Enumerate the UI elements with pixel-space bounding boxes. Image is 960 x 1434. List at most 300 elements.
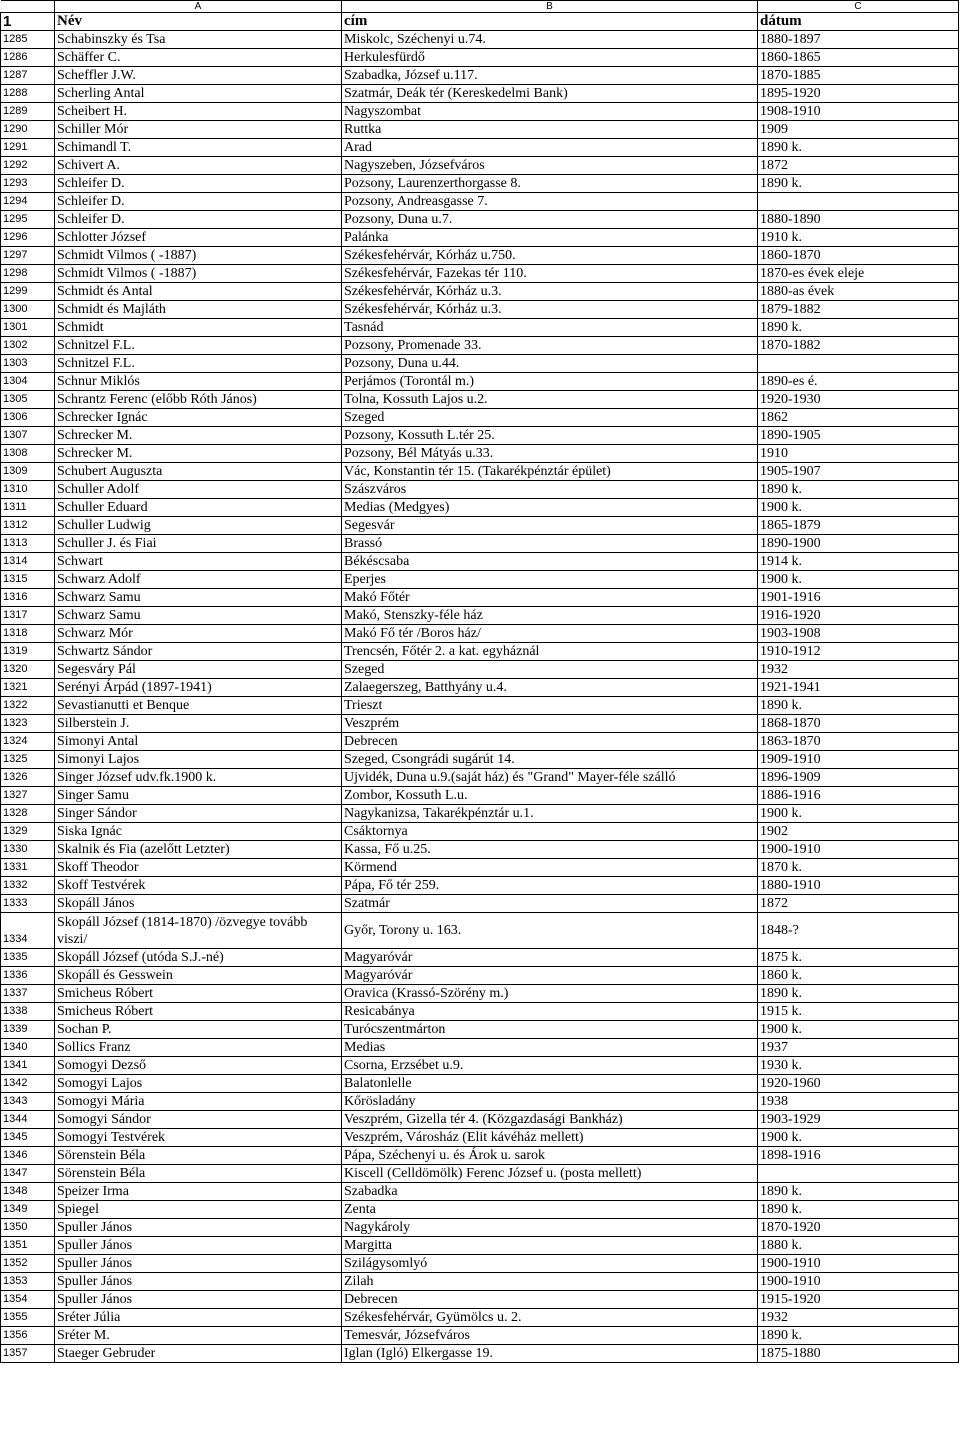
cell-address[interactable]: Zilah (342, 1273, 758, 1291)
cell-name[interactable]: Schäffer C. (55, 49, 342, 67)
cell-name[interactable]: Schnitzel F.L. (55, 337, 342, 355)
cell-address[interactable]: Pozsony, Bél Mátyás u.33. (342, 445, 758, 463)
cell-date[interactable]: 1886-1916 (758, 787, 959, 805)
cell-date[interactable]: 1932 (758, 661, 959, 679)
row-number[interactable]: 1345 (1, 1129, 55, 1147)
cell-date[interactable]: 1901-1916 (758, 589, 959, 607)
cell-name[interactable]: Schuller Adolf (55, 481, 342, 499)
cell-name[interactable]: Schrecker Ignác (55, 409, 342, 427)
row-number[interactable]: 1325 (1, 751, 55, 769)
cell-name[interactable]: Schuller J. és Fiai (55, 535, 342, 553)
cell-name[interactable]: Sörenstein Béla (55, 1165, 342, 1183)
row-number[interactable]: 1340 (1, 1039, 55, 1057)
row-number[interactable]: 1339 (1, 1021, 55, 1039)
row-number[interactable]: 1326 (1, 769, 55, 787)
cell-name[interactable]: Spuller János (55, 1219, 342, 1237)
cell-address[interactable]: Pozsony, Promenade 33. (342, 337, 758, 355)
row-number[interactable]: 1330 (1, 841, 55, 859)
cell-address[interactable]: Kiscell (Celldömölk) Ferenc József u. (posta mellett) (342, 1165, 758, 1183)
row-number[interactable]: 1309 (1, 463, 55, 481)
row-number[interactable]: 1322 (1, 697, 55, 715)
cell-address[interactable]: Debrecen (342, 1291, 758, 1309)
cell-address[interactable]: Pozsony, Duna u.44. (342, 355, 758, 373)
row-number[interactable]: 1341 (1, 1057, 55, 1075)
row-number[interactable]: 1298 (1, 265, 55, 283)
cell-date[interactable]: 1938 (758, 1093, 959, 1111)
cell-address[interactable]: Zalaegerszeg, Batthyány u.4. (342, 679, 758, 697)
row-number[interactable]: 1291 (1, 139, 55, 157)
cell-address[interactable]: Makó Fő tér /Boros ház/ (342, 625, 758, 643)
cell-date[interactable]: 1896-1909 (758, 769, 959, 787)
cell-name[interactable]: Schabinszky és Tsa (55, 31, 342, 49)
row-number[interactable]: 1355 (1, 1309, 55, 1327)
row-number[interactable]: 1296 (1, 229, 55, 247)
row-number[interactable]: 1329 (1, 823, 55, 841)
cell-date[interactable]: 1865-1879 (758, 517, 959, 535)
cell-address[interactable]: Kőrösladány (342, 1093, 758, 1111)
cell-name[interactable]: Schmidt és Antal (55, 283, 342, 301)
cell-address[interactable]: Makó Főtér (342, 589, 758, 607)
cell-name[interactable]: Simonyi Lajos (55, 751, 342, 769)
cell-name[interactable]: Schnitzel F.L. (55, 355, 342, 373)
cell-date[interactable]: 1910 k. (758, 229, 959, 247)
row-number[interactable]: 1352 (1, 1255, 55, 1273)
row-number[interactable]: 1299 (1, 283, 55, 301)
row-number[interactable]: 1300 (1, 301, 55, 319)
cell-date[interactable]: 1937 (758, 1039, 959, 1057)
row-number[interactable]: 1307 (1, 427, 55, 445)
cell-address[interactable]: Győr, Torony u. 163. (342, 913, 758, 949)
cell-date[interactable]: 1875 k. (758, 949, 959, 967)
cell-date[interactable]: 1900 k. (758, 571, 959, 589)
cell-address[interactable]: Tasnád (342, 319, 758, 337)
cell-date[interactable]: 1870-1882 (758, 337, 959, 355)
cell-date[interactable]: 1890 k. (758, 1327, 959, 1345)
cell-name[interactable]: Schubert Auguszta (55, 463, 342, 481)
row-number[interactable]: 1292 (1, 157, 55, 175)
row-number[interactable]: 1286 (1, 49, 55, 67)
row-number[interactable]: 1285 (1, 31, 55, 49)
cell-name[interactable]: Staeger Gebruder (55, 1345, 342, 1363)
header-cell-date[interactable]: dátum (758, 13, 959, 31)
row-number[interactable]: 1295 (1, 211, 55, 229)
cell-date[interactable]: 1890 k. (758, 985, 959, 1003)
cell-address[interactable]: Makó, Stenszky-féle ház (342, 607, 758, 625)
row-number[interactable]: 1303 (1, 355, 55, 373)
cell-name[interactable]: Spuller János (55, 1291, 342, 1309)
cell-name[interactable]: Schiller Mór (55, 121, 342, 139)
cell-name[interactable]: Singer József udv.fk.1900 k. (55, 769, 342, 787)
cell-address[interactable]: Magyaróvár (342, 949, 758, 967)
cell-address[interactable]: Veszprém, Városház (Elit kávéház mellett) (342, 1129, 758, 1147)
cell-date[interactable]: 1932 (758, 1309, 959, 1327)
cell-address[interactable]: Turócszentmárton (342, 1021, 758, 1039)
cell-name[interactable]: Schwart (55, 553, 342, 571)
cell-date[interactable]: 1848-? (758, 913, 959, 949)
row-number[interactable]: 1319 (1, 643, 55, 661)
row-number[interactable]: 1327 (1, 787, 55, 805)
cell-name[interactable]: Schmidt Vilmos ( -1887) (55, 265, 342, 283)
row-number[interactable]: 1354 (1, 1291, 55, 1309)
cell-name[interactable]: Spuller János (55, 1237, 342, 1255)
row-number[interactable]: 1318 (1, 625, 55, 643)
row-number[interactable]: 1312 (1, 517, 55, 535)
cell-address[interactable]: Trieszt (342, 697, 758, 715)
cell-name[interactable]: Schmidt (55, 319, 342, 337)
cell-address[interactable]: Nagyszeben, Józsefváros (342, 157, 758, 175)
cell-name[interactable]: Somogyi Sándor (55, 1111, 342, 1129)
cell-address[interactable]: Arad (342, 139, 758, 157)
cell-address[interactable]: Magyaróvár (342, 967, 758, 985)
cell-name[interactable]: Schivert A. (55, 157, 342, 175)
cell-address[interactable]: Pozsony, Laurenzerthorgasse 8. (342, 175, 758, 193)
cell-date[interactable]: 1900 k. (758, 1129, 959, 1147)
cell-address[interactable]: Zombor, Kossuth L.u. (342, 787, 758, 805)
cell-date[interactable]: 1890 k. (758, 481, 959, 499)
cell-date[interactable]: 1895-1920 (758, 85, 959, 103)
corner-cell[interactable] (1, 1, 55, 13)
cell-date[interactable]: 1916-1920 (758, 607, 959, 625)
cell-name[interactable]: Schmidt Vilmos ( -1887) (55, 247, 342, 265)
row-number[interactable]: 1335 (1, 949, 55, 967)
row-number[interactable]: 1 (1, 13, 55, 31)
cell-date[interactable]: 1914 k. (758, 553, 959, 571)
cell-address[interactable]: Nagykároly (342, 1219, 758, 1237)
cell-address[interactable]: Nagyszombat (342, 103, 758, 121)
row-number[interactable]: 1293 (1, 175, 55, 193)
column-header-c[interactable]: C (758, 1, 959, 13)
cell-name[interactable]: Smicheus Róbert (55, 985, 342, 1003)
cell-date[interactable]: 1900 k. (758, 805, 959, 823)
row-number[interactable]: 1349 (1, 1201, 55, 1219)
column-header-a[interactable]: A (55, 1, 342, 13)
cell-address[interactable]: Szatmár, Deák tér (Kereskedelmi Bank) (342, 85, 758, 103)
cell-name[interactable]: Speizer Irma (55, 1183, 342, 1201)
cell-address[interactable]: Székesfehérvár, Gyümölcs u. 2. (342, 1309, 758, 1327)
cell-address[interactable]: Szabadka (342, 1183, 758, 1201)
row-number[interactable]: 1304 (1, 373, 55, 391)
cell-date[interactable]: 1890 k. (758, 139, 959, 157)
cell-name[interactable]: Sörenstein Béla (55, 1147, 342, 1165)
row-number[interactable]: 1294 (1, 193, 55, 211)
cell-address[interactable]: Medias (342, 1039, 758, 1057)
cell-name[interactable]: Smicheus Róbert (55, 1003, 342, 1021)
cell-name[interactable]: Sréter M. (55, 1327, 342, 1345)
cell-name[interactable]: Scheffler J.W. (55, 67, 342, 85)
row-number[interactable]: 1290 (1, 121, 55, 139)
cell-name[interactable]: Scheibert H. (55, 103, 342, 121)
row-number[interactable]: 1344 (1, 1111, 55, 1129)
cell-address[interactable]: Szeged, Csongrádi sugárút 14. (342, 751, 758, 769)
cell-date[interactable]: 1860 k. (758, 967, 959, 985)
row-number[interactable]: 1331 (1, 859, 55, 877)
cell-date[interactable]: 1909 (758, 121, 959, 139)
cell-date[interactable]: 1900 k. (758, 499, 959, 517)
row-number[interactable]: 1357 (1, 1345, 55, 1363)
cell-name[interactable]: Segesváry Pál (55, 661, 342, 679)
row-number[interactable]: 1332 (1, 877, 55, 895)
cell-date[interactable]: 1909-1910 (758, 751, 959, 769)
cell-date[interactable]: 1908-1910 (758, 103, 959, 121)
cell-address[interactable]: Ujvidék, Duna u.9.(saját ház) és "Grand" Mayer-féle szálló (342, 769, 758, 787)
cell-name[interactable]: Skalnik és Fia (azelőtt Letzter) (55, 841, 342, 859)
cell-date[interactable]: 1921-1941 (758, 679, 959, 697)
cell-name[interactable]: Schleifer D. (55, 175, 342, 193)
cell-date[interactable]: 1875-1880 (758, 1345, 959, 1363)
cell-date[interactable]: 1915 k. (758, 1003, 959, 1021)
cell-name[interactable]: Schmidt és Majláth (55, 301, 342, 319)
cell-name[interactable]: Schuller Eduard (55, 499, 342, 517)
cell-name[interactable]: Schwartz Sándor (55, 643, 342, 661)
cell-address[interactable]: Segesvár (342, 517, 758, 535)
cell-date[interactable]: 1890 k. (758, 1201, 959, 1219)
row-number[interactable]: 1301 (1, 319, 55, 337)
cell-address[interactable]: Balatonlelle (342, 1075, 758, 1093)
cell-date[interactable]: 1903-1908 (758, 625, 959, 643)
cell-date[interactable]: 1900-1910 (758, 841, 959, 859)
cell-name[interactable]: Skopáll és Gesswein (55, 967, 342, 985)
cell-address[interactable]: Kassa, Fő u.25. (342, 841, 758, 859)
cell-name[interactable]: Somogyi Testvérek (55, 1129, 342, 1147)
cell-address[interactable]: Medias (Medgyes) (342, 499, 758, 517)
row-number[interactable]: 1334 (1, 913, 55, 949)
row-number[interactable]: 1356 (1, 1327, 55, 1345)
row-number[interactable]: 1320 (1, 661, 55, 679)
cell-name[interactable]: Sréter Júlia (55, 1309, 342, 1327)
row-number[interactable]: 1337 (1, 985, 55, 1003)
row-number[interactable]: 1305 (1, 391, 55, 409)
cell-date[interactable]: 1900-1910 (758, 1273, 959, 1291)
row-number[interactable]: 1314 (1, 553, 55, 571)
row-number[interactable]: 1338 (1, 1003, 55, 1021)
cell-address[interactable]: Vác, Konstantin tér 15. (Takarékpénztár épület) (342, 463, 758, 481)
cell-address[interactable]: Veszprém (342, 715, 758, 733)
row-number[interactable]: 1347 (1, 1165, 55, 1183)
cell-date[interactable] (758, 355, 959, 373)
cell-date[interactable]: 1880-1910 (758, 877, 959, 895)
row-number[interactable]: 1289 (1, 103, 55, 121)
cell-name[interactable]: Singer Samu (55, 787, 342, 805)
cell-name[interactable]: Schrantz Ferenc (előbb Róth János) (55, 391, 342, 409)
cell-date[interactable]: 1870-1885 (758, 67, 959, 85)
cell-name[interactable]: Schlotter József (55, 229, 342, 247)
cell-date[interactable]: 1890-es é. (758, 373, 959, 391)
cell-name[interactable]: Schnur Miklós (55, 373, 342, 391)
cell-name[interactable]: Sollics Franz (55, 1039, 342, 1057)
cell-name[interactable]: Skopáll János (55, 895, 342, 913)
cell-address[interactable]: Veszprém, Gizella tér 4. (Közgazdasági Bankház) (342, 1111, 758, 1129)
cell-name[interactable]: Somogyi Dezső (55, 1057, 342, 1075)
cell-address[interactable]: Resicabánya (342, 1003, 758, 1021)
cell-date[interactable]: 1900-1910 (758, 1255, 959, 1273)
row-number[interactable]: 1324 (1, 733, 55, 751)
cell-name[interactable]: Spuller János (55, 1273, 342, 1291)
cell-date[interactable] (758, 193, 959, 211)
cell-address[interactable]: Szabadka, József u.117. (342, 67, 758, 85)
cell-address[interactable]: Iglan (Igló) Elkergasse 19. (342, 1345, 758, 1363)
cell-address[interactable]: Brassó (342, 535, 758, 553)
cell-date[interactable]: 1915-1920 (758, 1291, 959, 1309)
cell-date[interactable]: 1900 k. (758, 1021, 959, 1039)
cell-date[interactable]: 1860-1870 (758, 247, 959, 265)
cell-name[interactable]: Schwarz Samu (55, 589, 342, 607)
cell-date[interactable]: 1930 k. (758, 1057, 959, 1075)
cell-name[interactable]: Singer Sándor (55, 805, 342, 823)
cell-name[interactable]: Spiegel (55, 1201, 342, 1219)
cell-name[interactable]: Schrecker M. (55, 445, 342, 463)
cell-date[interactable]: 1890 k. (758, 175, 959, 193)
cell-name[interactable]: Skopáll József (1814-1870) /özvegye tovább viszi/ (55, 913, 342, 949)
row-number[interactable]: 1315 (1, 571, 55, 589)
cell-name[interactable]: Schleifer D. (55, 193, 342, 211)
cell-name[interactable]: Skoff Theodor (55, 859, 342, 877)
cell-address[interactable]: Eperjes (342, 571, 758, 589)
cell-name[interactable]: Serényi Árpád (1897-1941) (55, 679, 342, 697)
cell-name[interactable]: Sochan P. (55, 1021, 342, 1039)
row-number[interactable]: 1316 (1, 589, 55, 607)
cell-address[interactable]: Tolna, Kossuth Lajos u.2. (342, 391, 758, 409)
cell-date[interactable]: 1872 (758, 157, 959, 175)
cell-date[interactable]: 1920-1960 (758, 1075, 959, 1093)
cell-date[interactable]: 1890-1900 (758, 535, 959, 553)
row-number[interactable]: 1308 (1, 445, 55, 463)
cell-address[interactable]: Pápa, Széchenyi u. és Árok u. sarok (342, 1147, 758, 1165)
cell-address[interactable]: Palánka (342, 229, 758, 247)
row-number[interactable]: 1313 (1, 535, 55, 553)
row-number[interactable]: 1350 (1, 1219, 55, 1237)
row-number[interactable]: 1353 (1, 1273, 55, 1291)
cell-address[interactable]: Békéscsaba (342, 553, 758, 571)
cell-address[interactable]: Szászváros (342, 481, 758, 499)
row-number[interactable]: 1302 (1, 337, 55, 355)
cell-address[interactable]: Temesvár, Józsefváros (342, 1327, 758, 1345)
row-number[interactable]: 1343 (1, 1093, 55, 1111)
column-header-b[interactable]: B (342, 1, 758, 13)
cell-name[interactable]: Schwarz Adolf (55, 571, 342, 589)
cell-name[interactable]: Spuller János (55, 1255, 342, 1273)
cell-date[interactable]: 1872 (758, 895, 959, 913)
cell-address[interactable]: Pozsony, Duna u.7. (342, 211, 758, 229)
cell-name[interactable]: Schimandl T. (55, 139, 342, 157)
cell-date[interactable]: 1910-1912 (758, 643, 959, 661)
row-number[interactable]: 1287 (1, 67, 55, 85)
cell-address[interactable]: Csáktornya (342, 823, 758, 841)
cell-date[interactable]: 1902 (758, 823, 959, 841)
row-number[interactable]: 1351 (1, 1237, 55, 1255)
cell-address[interactable]: Oravica (Krassó-Szörény m.) (342, 985, 758, 1003)
cell-address[interactable]: Csorna, Erzsébet u.9. (342, 1057, 758, 1075)
row-number[interactable]: 1310 (1, 481, 55, 499)
cell-date[interactable]: 1868-1870 (758, 715, 959, 733)
cell-date[interactable] (758, 1165, 959, 1183)
row-number[interactable]: 1311 (1, 499, 55, 517)
cell-date[interactable]: 1863-1870 (758, 733, 959, 751)
cell-name[interactable]: Scherling Antal (55, 85, 342, 103)
cell-name[interactable]: Silberstein J. (55, 715, 342, 733)
cell-address[interactable]: Trencsén, Főtér 2. a kat. egyháznál (342, 643, 758, 661)
row-number[interactable]: 1306 (1, 409, 55, 427)
row-number[interactable]: 1323 (1, 715, 55, 733)
cell-date[interactable]: 1910 (758, 445, 959, 463)
cell-date[interactable]: 1890-1905 (758, 427, 959, 445)
cell-address[interactable]: Szeged (342, 661, 758, 679)
cell-date[interactable]: 1920-1930 (758, 391, 959, 409)
cell-address[interactable]: Székesfehérvár, Kórház u.3. (342, 283, 758, 301)
cell-date[interactable]: 1870-es évek eleje (758, 265, 959, 283)
cell-date[interactable]: 1870-1920 (758, 1219, 959, 1237)
cell-address[interactable]: Szilágysomlyó (342, 1255, 758, 1273)
cell-name[interactable]: Schuller Ludwig (55, 517, 342, 535)
cell-date[interactable]: 1890 k. (758, 319, 959, 337)
row-number[interactable]: 1346 (1, 1147, 55, 1165)
cell-address[interactable]: Székesfehérvár, Fazekas tér 110. (342, 265, 758, 283)
row-number[interactable]: 1348 (1, 1183, 55, 1201)
cell-date[interactable]: 1880-1890 (758, 211, 959, 229)
row-number[interactable]: 1336 (1, 967, 55, 985)
cell-date[interactable]: 1880-as évek (758, 283, 959, 301)
row-number[interactable]: 1321 (1, 679, 55, 697)
cell-name[interactable]: Sevastianutti et Benque (55, 697, 342, 715)
cell-address[interactable]: Perjámos (Torontál m.) (342, 373, 758, 391)
cell-address[interactable]: Szatmár (342, 895, 758, 913)
cell-address[interactable]: Pozsony, Kossuth L.tér 25. (342, 427, 758, 445)
header-cell-address[interactable]: cím (342, 13, 758, 31)
cell-address[interactable]: Pápa, Fő tér 259. (342, 877, 758, 895)
cell-address[interactable]: Pozsony, Andreasgasse 7. (342, 193, 758, 211)
cell-address[interactable]: Miskolc, Széchenyi u.74. (342, 31, 758, 49)
cell-date[interactable]: 1905-1907 (758, 463, 959, 481)
cell-name[interactable]: Somogyi Mária (55, 1093, 342, 1111)
row-number[interactable]: 1317 (1, 607, 55, 625)
row-number[interactable]: 1297 (1, 247, 55, 265)
cell-date[interactable]: 1862 (758, 409, 959, 427)
row-number[interactable]: 1328 (1, 805, 55, 823)
header-cell-name[interactable]: Név (55, 13, 342, 31)
cell-address[interactable]: Nagykanizsa, Takarékpénztár u.1. (342, 805, 758, 823)
cell-address[interactable]: Körmend (342, 859, 758, 877)
cell-name[interactable]: Schleifer D. (55, 211, 342, 229)
cell-date[interactable]: 1880-1897 (758, 31, 959, 49)
row-number[interactable]: 1342 (1, 1075, 55, 1093)
cell-date[interactable]: 1870 k. (758, 859, 959, 877)
cell-date[interactable]: 1890 k. (758, 1183, 959, 1201)
cell-name[interactable]: Schrecker M. (55, 427, 342, 445)
cell-address[interactable]: Szeged (342, 409, 758, 427)
cell-name[interactable]: Skopáll József (utóda S.J.-né) (55, 949, 342, 967)
cell-date[interactable]: 1879-1882 (758, 301, 959, 319)
cell-address[interactable]: Herkulesfürdő (342, 49, 758, 67)
cell-date[interactable]: 1898-1916 (758, 1147, 959, 1165)
cell-date[interactable]: 1880 k. (758, 1237, 959, 1255)
cell-date[interactable]: 1860-1865 (758, 49, 959, 67)
cell-name[interactable]: Schwarz Mór (55, 625, 342, 643)
row-number[interactable]: 1333 (1, 895, 55, 913)
cell-date[interactable]: 1903-1929 (758, 1111, 959, 1129)
cell-name[interactable]: Siska Ignác (55, 823, 342, 841)
cell-name[interactable]: Skoff Testvérek (55, 877, 342, 895)
cell-name[interactable]: Schwarz Samu (55, 607, 342, 625)
cell-address[interactable]: Margitta (342, 1237, 758, 1255)
cell-name[interactable]: Simonyi Antal (55, 733, 342, 751)
cell-name[interactable]: Somogyi Lajos (55, 1075, 342, 1093)
cell-address[interactable]: Debrecen (342, 733, 758, 751)
cell-date[interactable]: 1890 k. (758, 697, 959, 715)
cell-address[interactable]: Zenta (342, 1201, 758, 1219)
cell-address[interactable]: Székesfehérvár, Kórház u.750. (342, 247, 758, 265)
cell-address[interactable]: Ruttka (342, 121, 758, 139)
cell-address[interactable]: Székesfehérvár, Kórház u.3. (342, 301, 758, 319)
row-number[interactable]: 1288 (1, 85, 55, 103)
